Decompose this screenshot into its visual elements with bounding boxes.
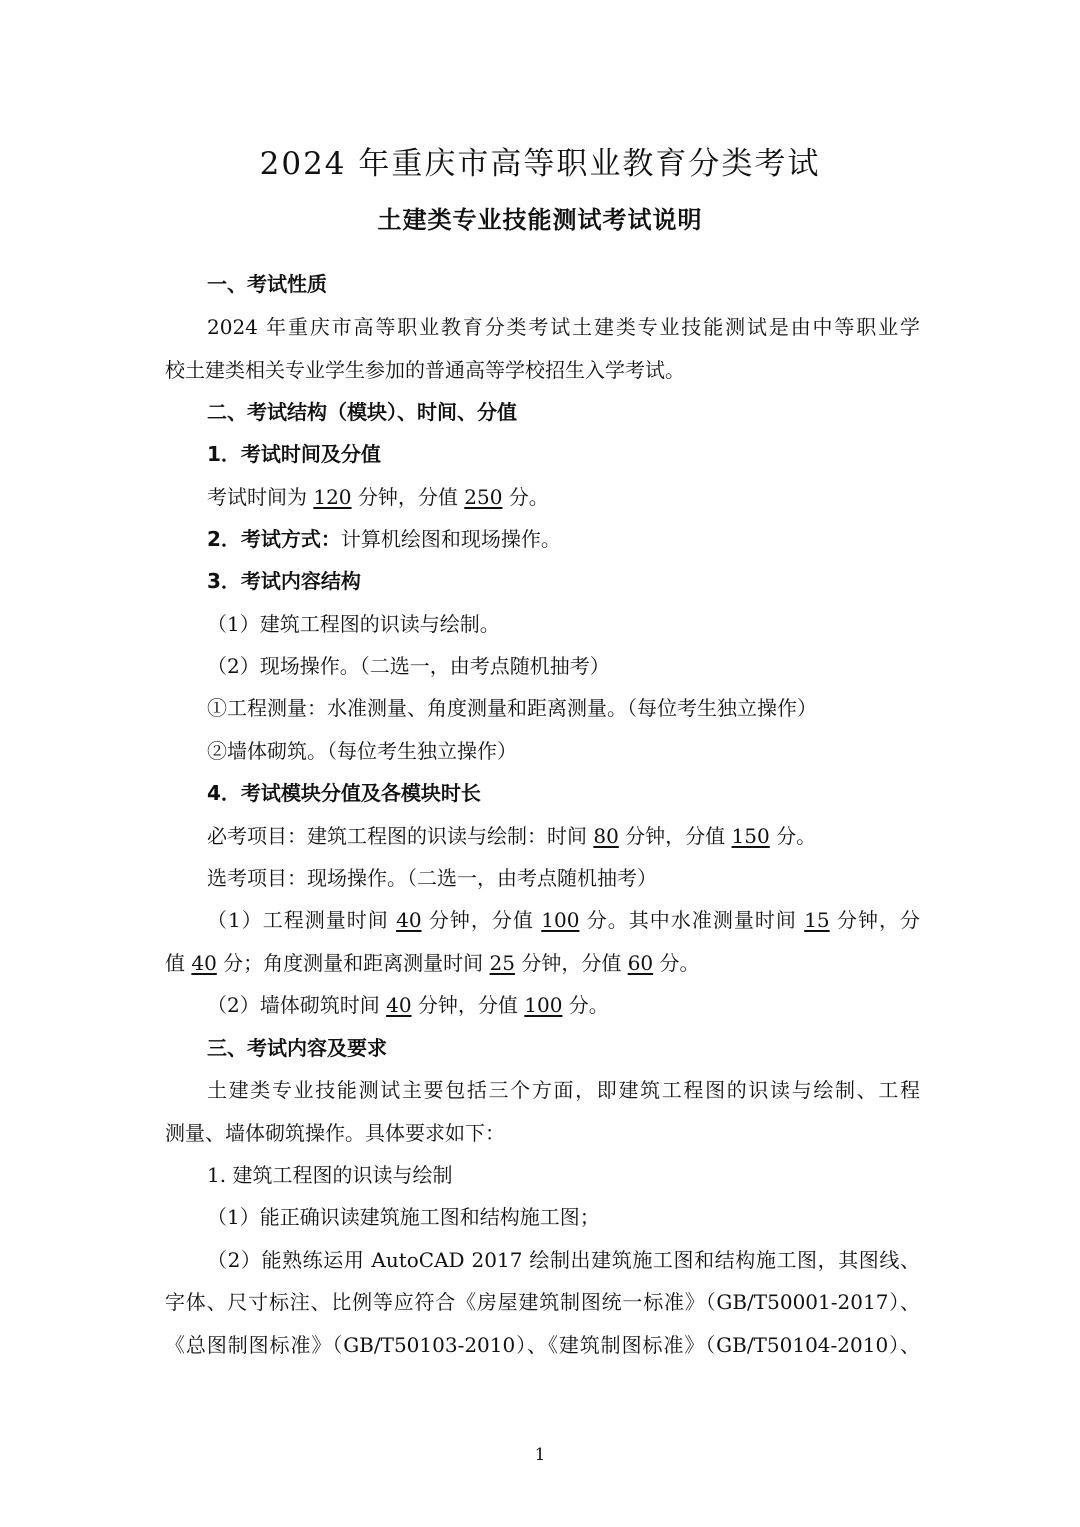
sub4-survey-line1 [207, 906, 920, 934]
required-minutes-value: 80 [593, 824, 619, 848]
section3-heading: 三、考试内容及要求 [207, 1036, 387, 1060]
text: 考试时间为 [207, 485, 314, 509]
text: 分钟，分值 [618, 824, 732, 848]
text: 分钟，分值 [351, 485, 465, 509]
section1-paragraph-line2: 校土建类相关专业学生参加的普通高等学校招生入学考试。 [165, 358, 685, 382]
section3-intro-line2: 测量、墙体砌筑操作。具体要求如下： [165, 1121, 505, 1145]
sub1-exam-time-line [207, 483, 920, 511]
section3-item1-2-line2: 字体、尺寸标注、比例等应符合《房屋建筑制图统一标准》（GB/T50001-2017）、 [165, 1290, 920, 1314]
sub3-item2a: ①工程测量：水准测量、角度测量和距离测量。（每位考生独立操作） [207, 696, 817, 720]
angle-distance-score-value: 60 [627, 951, 654, 975]
angle-distance-minutes-value: 25 [489, 951, 515, 975]
sub4-elective-line: 选考项目：现场操作。（二选一，由考点随机抽考） [207, 866, 657, 890]
text: （2）墙体砌筑时间 [207, 993, 387, 1017]
text: 分钟，分值 [411, 993, 525, 1017]
sub4-masonry-line [207, 991, 920, 1019]
text: 分。 [562, 993, 609, 1017]
exam-score-value: 250 [464, 485, 503, 509]
text: 分钟，分值 [421, 908, 542, 932]
text: 分。 [653, 951, 700, 975]
section1-heading: 一、考试性质 [207, 272, 327, 296]
section3-item1-2-line1: （2）能熟练运用 AutoCAD 2017 绘制出建筑施工图和结构施工图，其图线、 [207, 1248, 920, 1272]
sub4-survey-line2 [165, 949, 920, 977]
section3-item1: 1. 建筑工程图的识读与绘制 [207, 1163, 453, 1187]
leveling-minutes-value: 15 [804, 908, 830, 932]
sub3-item2: （2）现场操作。（二选一，由考点随机抽考） [207, 654, 610, 678]
sub4-required-line [207, 822, 920, 850]
text: 分。其中水准测量时间 [579, 908, 805, 932]
exam-minutes-value: 120 [313, 485, 352, 509]
text: 分；角度测量和距离测量时间 [216, 951, 490, 975]
text: （1）工程测量时间 [207, 908, 397, 932]
masonry-minutes-value: 40 [386, 993, 412, 1017]
section2-heading: 二、考试结构（模块）、时间、分值 [207, 400, 517, 424]
text: 分。 [502, 485, 549, 509]
text: 分钟，分 [829, 908, 920, 932]
text: 值 [165, 951, 192, 975]
section1-paragraph-line1: 2024 年重庆市高等职业教育分类考试土建类专业技能测试是由中等职业学 [207, 315, 920, 339]
document-subtitle: 土建类专业技能测试考试说明 [377, 206, 703, 234]
section3-intro-line1: 土建类专业技能测试主要包括三个方面，即建筑工程图的识读与绘制、工程 [207, 1078, 920, 1102]
text: 必考项目：建筑工程图的识读与绘制：时间 [207, 824, 594, 848]
text: 分。 [769, 824, 817, 848]
section3-item1-2-line3: 《总图制图标准》（GB/T50103-2010）、《建筑制图标准》（GB/T50104-2010）、 [165, 1333, 920, 1357]
sub1-heading: 1．考试时间及分值 [207, 442, 381, 466]
sub4-heading: 4．考试模块分值及各模块时长 [207, 781, 481, 805]
sub2-label: 2．考试方式： [207, 527, 341, 551]
sub2-exam-method-line [207, 525, 920, 553]
sub3-item1: （1）建筑工程图的识读与绘制。 [207, 612, 500, 636]
document-title: 2024 年重庆市高等职业教育分类考试 [259, 146, 821, 182]
required-score-value: 150 [731, 824, 770, 848]
masonry-score-value: 100 [524, 993, 563, 1017]
page-number: 1 [534, 1445, 546, 1465]
sub3-item2b: ②墙体砌筑。（每位考生独立操作） [207, 739, 517, 763]
text: 分钟，分值 [514, 951, 628, 975]
survey-minutes-value: 40 [396, 908, 422, 932]
survey-score-value: 100 [541, 908, 580, 932]
sub3-heading: 3．考试内容结构 [207, 569, 361, 593]
leveling-score-value: 40 [191, 951, 217, 975]
sub2-text: 计算机绘图和现场操作。 [340, 527, 561, 551]
section3-item1-1: （1）能正确识读建筑施工图和结构施工图； [207, 1205, 600, 1229]
